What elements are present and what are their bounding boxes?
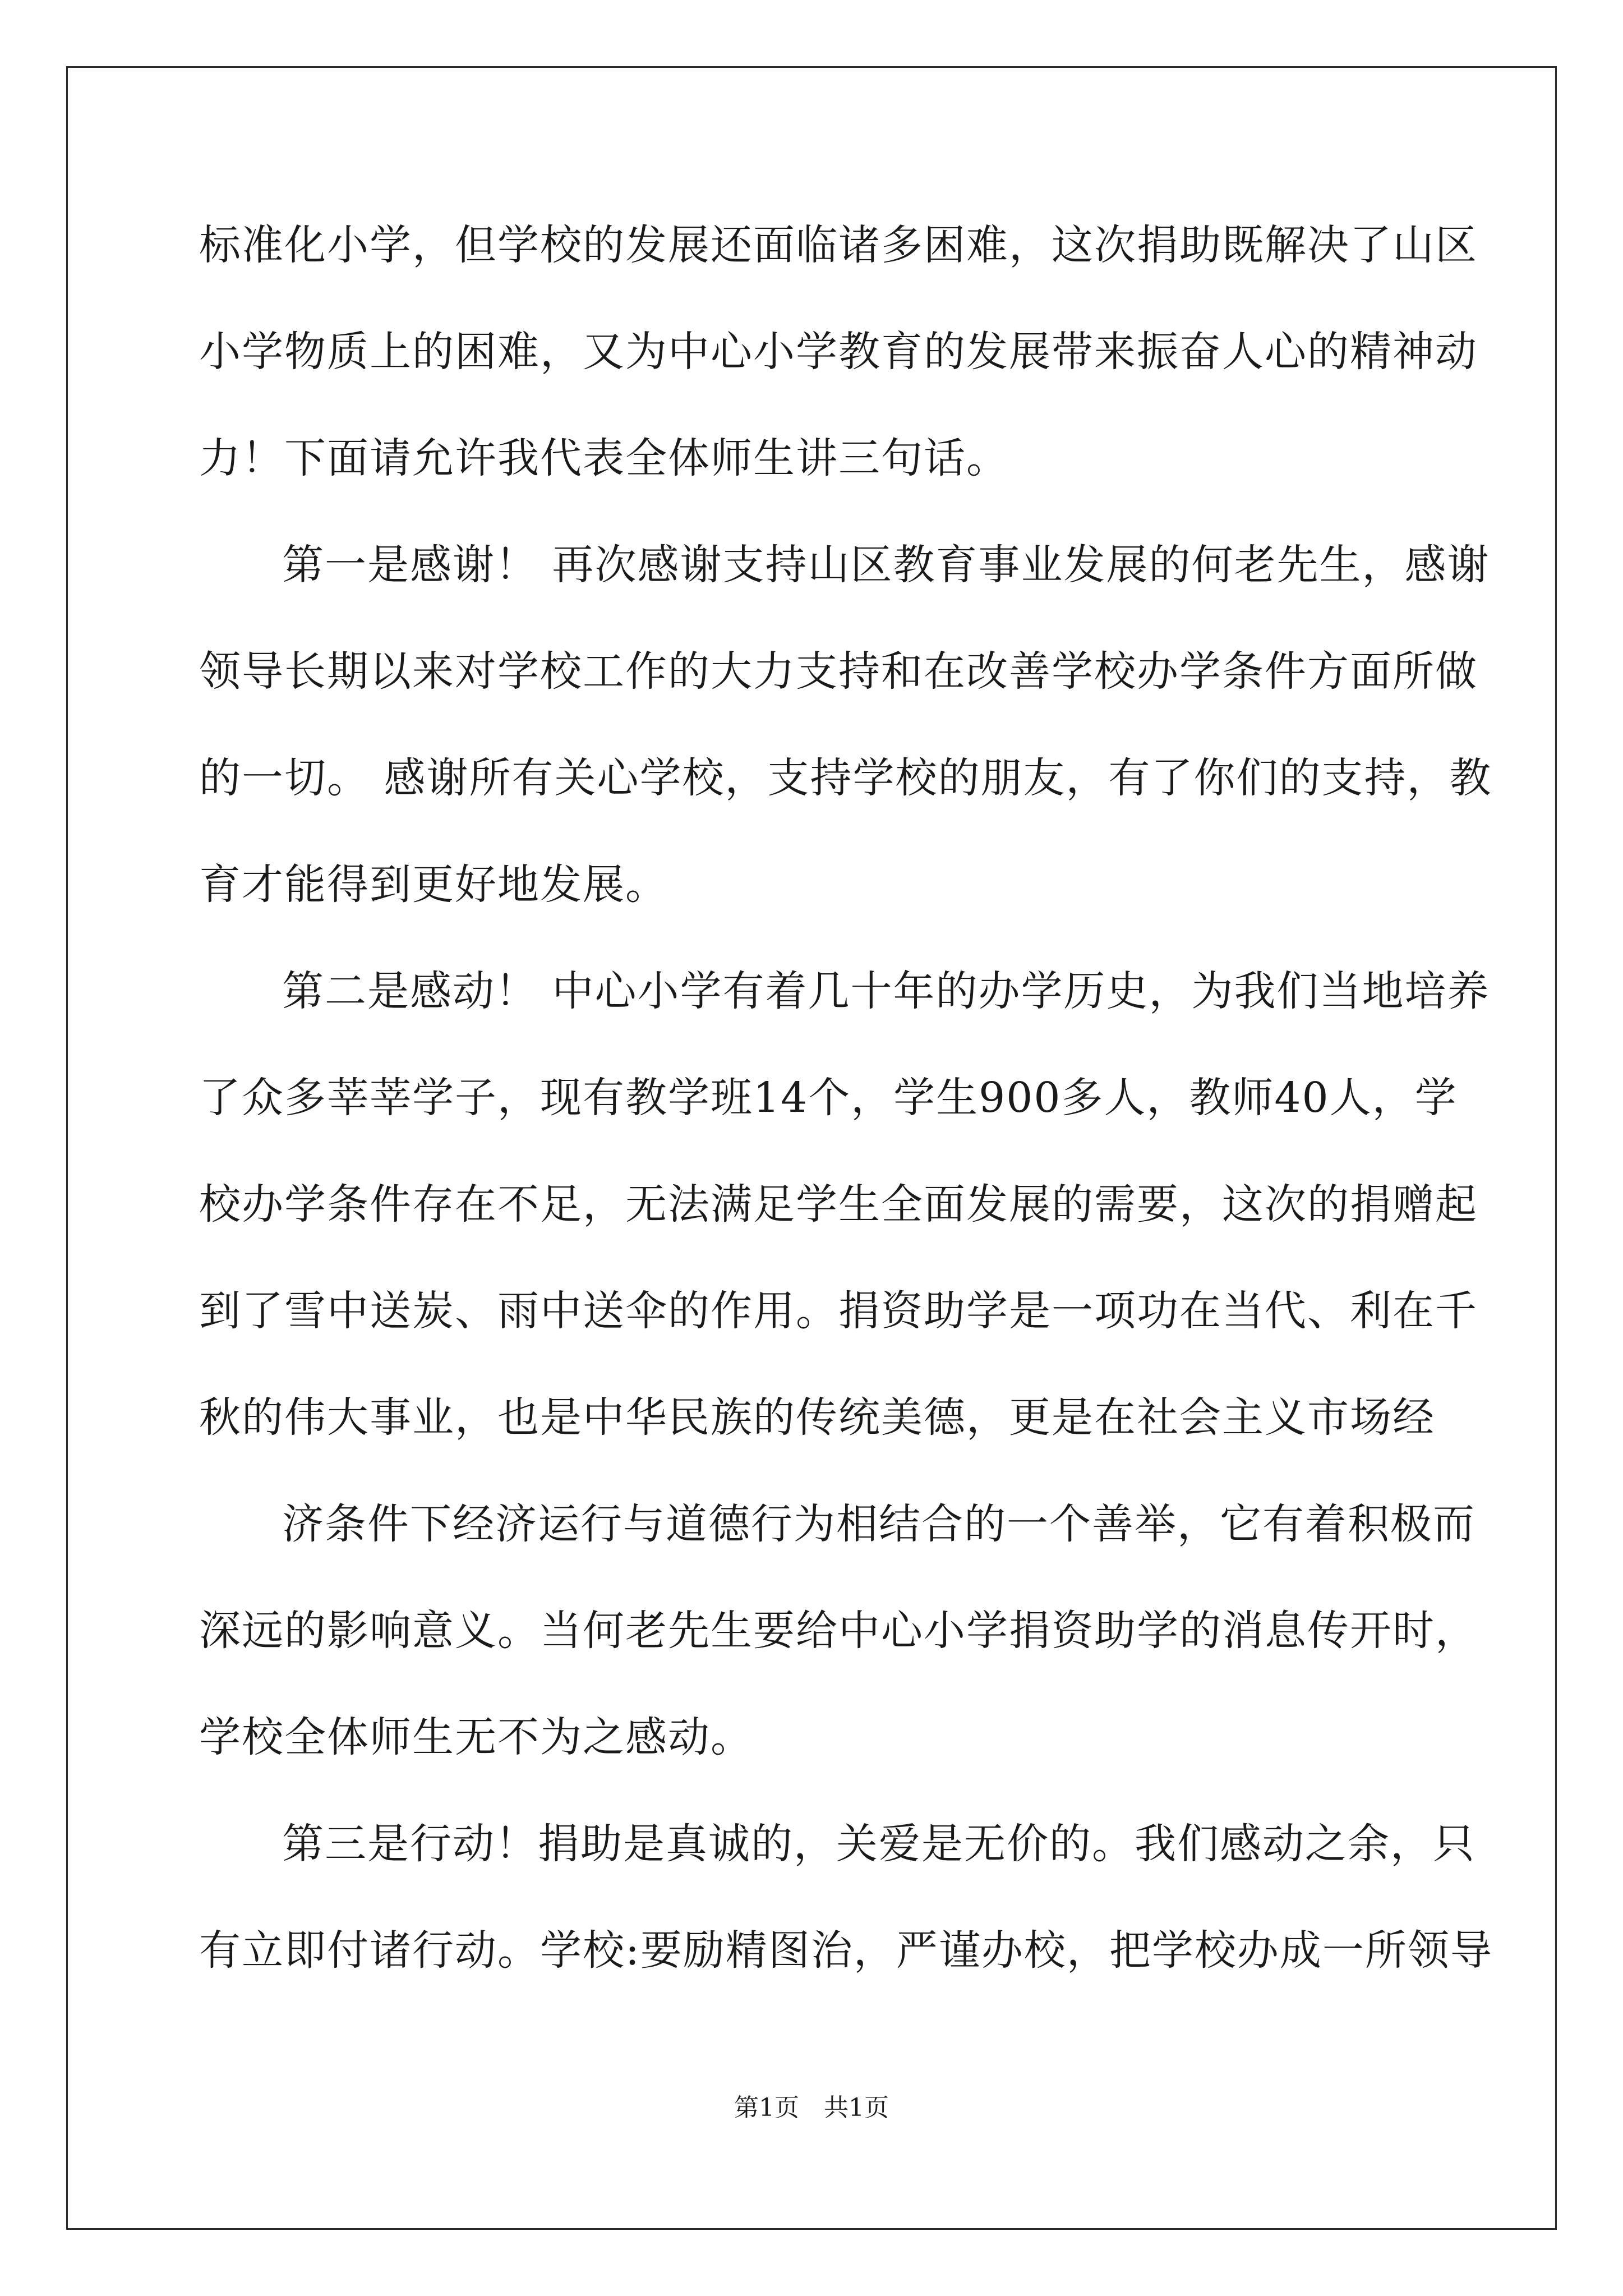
page-number: 第1页 共1页 bbox=[734, 2093, 889, 2122]
text-line: 的一切。 感谢所有关心学校，支持学校的朋友，有了你们的支持，教 bbox=[199, 754, 1492, 802]
text-line: 到了雪中送炭、雨中送伞的作用。捐资助学是一项功在当代、利在千 bbox=[199, 1287, 1478, 1335]
text-line: 深远的影响意义。当何老先生要给中心小学捐资助学的消息传开时， bbox=[199, 1607, 1478, 1655]
text-line: 学校全体师生无不为之感动。 bbox=[199, 1713, 753, 1761]
text-line: 了众多莘莘学子，现有教学班14个，学生900多人，教师40人，学 bbox=[199, 1074, 1458, 1122]
text-line: 第二是感动！ 中心小学有着几十年的办学历史，为我们当地培养 bbox=[282, 967, 1490, 1015]
document-body bbox=[199, 219, 1493, 2031]
text-line: 第三是行动！捐助是真诚的，关爱是无价的。我们感动之余，只 bbox=[282, 1820, 1476, 1868]
text-line: 标准化小学，但学校的发展还面临诸多困难，这次捐助既解决了山区 bbox=[199, 221, 1478, 269]
text-line: 小学物质上的困难，又为中心小学教育的发展带来振奋人心的精神动 bbox=[199, 328, 1478, 376]
text-line: 有立即付诸行动。学校:要励精图治，严谨办校，把学校办成一所领导 bbox=[199, 1926, 1493, 1975]
text-line: 力！下面请允许我代表全体师生讲三句话。 bbox=[199, 434, 1009, 482]
text-line: 校办学条件存在不足，无法满足学生全面发展的需要，这次的捐赠起 bbox=[199, 1180, 1478, 1228]
text-line: 济条件下经济运行与道德行为相结合的一个善举，它有着积极而 bbox=[282, 1500, 1476, 1548]
text-line: 育才能得到更好地发展。 bbox=[199, 861, 668, 909]
text-line: 领导长期以来对学校工作的大力支持和在改善学校办学条件方面所做 bbox=[199, 647, 1478, 696]
text-line: 秋的伟大事业，也是中华民族的传统美德，更是在社会主义市场经 bbox=[199, 1393, 1435, 1442]
text-line: 第一是感谢！ 再次感谢支持山区教育事业发展的何老先生，感谢 bbox=[282, 541, 1490, 589]
